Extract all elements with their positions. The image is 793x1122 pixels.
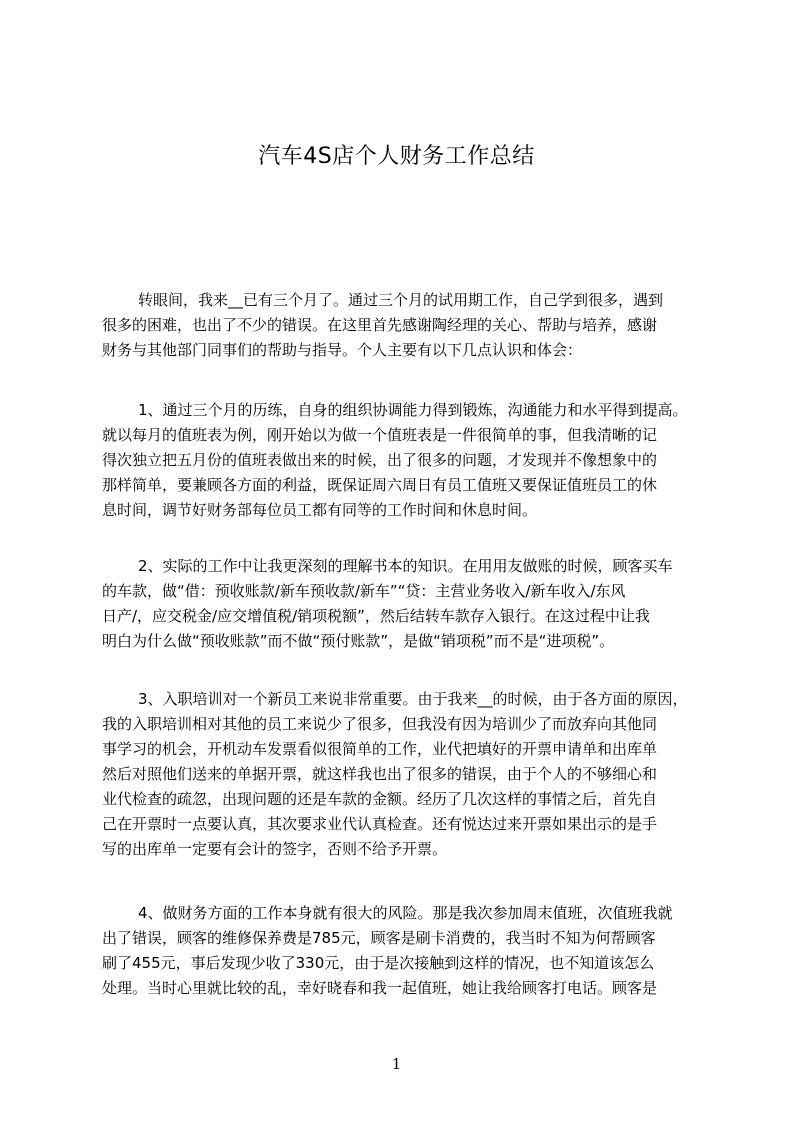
text-line: 写的出库单一定要有会计的签字，否则不给予开票。 bbox=[102, 840, 448, 858]
paragraph-point-1 bbox=[102, 398, 702, 523]
text-line: 息时间，调节好财务部每位员工都有同等的工作时间和休息时间。 bbox=[102, 501, 538, 519]
paragraph-point-4 bbox=[102, 901, 702, 1001]
text-line: 4、做财务方面的工作本身就有很大的风险。那是我次参加周末值班，次值班我就 bbox=[138, 904, 673, 922]
text-line: 得次独立把五月份的值班表做出来的时候，出了很多的问题，才发现并不像想象中的 bbox=[102, 451, 658, 469]
text-line: 就以每月的值班表为例，刚开始以为做一个值班表是一件很简单的事，但我清晰的记 bbox=[102, 426, 658, 444]
text-line: 那样简单，要兼顾各方面的利益，既保证周六周日有员工值班又要保证值班员工的休 bbox=[102, 476, 658, 494]
text-line: 明白为什么做“预收账款”而不做“预付账款”，是做“销项税”而不是“进项税”。 bbox=[102, 632, 615, 650]
text-line: 财务与其他部门同事们的帮助与指导。个人主要有以下几点认识和体会： bbox=[102, 341, 583, 359]
text-line: 处理。当时心里就比较的乱，幸好晓春和我一起值班，她让我给顾客打电话。顾客是 bbox=[102, 979, 658, 997]
text-line: 很多的困难，也出了不少的错误。在这里首先感谢陶经理的关心、帮助与培养，感谢 bbox=[102, 316, 658, 334]
text-line: 的车款，做“借：预收账款/新车预收款/新车”“贷：主营业务收入/新车收入/东风 bbox=[102, 582, 626, 600]
paragraph-point-2 bbox=[102, 554, 702, 654]
paragraph-intro bbox=[102, 288, 702, 363]
text-line: 我的入职培训相对其他的员工来说少了很多，但我没有因为培训少了而放弃向其他同 bbox=[102, 715, 658, 733]
text-line: 事学习的机会，开机动车发票看似很简单的工作，业代把填好的开票申请单和出库单 bbox=[102, 740, 658, 758]
paragraph-point-3 bbox=[102, 687, 702, 862]
text-line: 3、入职培训对一个新员工来说非常重要。由于我来__的时候，由于各方面的原因， bbox=[138, 690, 688, 708]
text-line: 刷了455元，事后发现少收了330元，由于是次接触到这样的情况，也不知道该怎么 bbox=[102, 954, 655, 972]
text-line: 2、实际的工作中让我更深刻的理解书本的知识。在用用友做账的时候，顾客买车 bbox=[138, 557, 673, 575]
page-number: 1 bbox=[391, 1055, 402, 1073]
text-line: 己在开票时一点要认真，其次要求业代认真检查。还有悦达过来开票如果出示的是手 bbox=[102, 815, 658, 833]
text-line: 1、通过三个月的历练，自身的组织协调能力得到锻炼，沟通能力和水平得到提高。 bbox=[138, 401, 688, 419]
text-line: 业代检查的疏忽，出现问题的还是车款的金额。经历了几次这样的事情之后，首先自 bbox=[102, 790, 658, 808]
text-line: 转眼间，我来__已有三个月了。通过三个月的试用期工作，自己学到很多，遇到 bbox=[138, 291, 664, 309]
document-title: 汽车4S店个人财务工作总结 bbox=[258, 144, 535, 169]
text-line: 然后对照他们送来的单据开票，就这样我也出了很多的错误，由于个人的不够细心和 bbox=[102, 765, 658, 783]
text-line: 日产/，应交税金/应交增值税/销项税额”，然后结转车款存入银行。在这过程中让我 bbox=[102, 607, 650, 625]
text-line: 出了错误，顾客的维修保养费是785元，顾客是刷卡消费的，我当时不知为何帮顾客 bbox=[102, 929, 656, 947]
